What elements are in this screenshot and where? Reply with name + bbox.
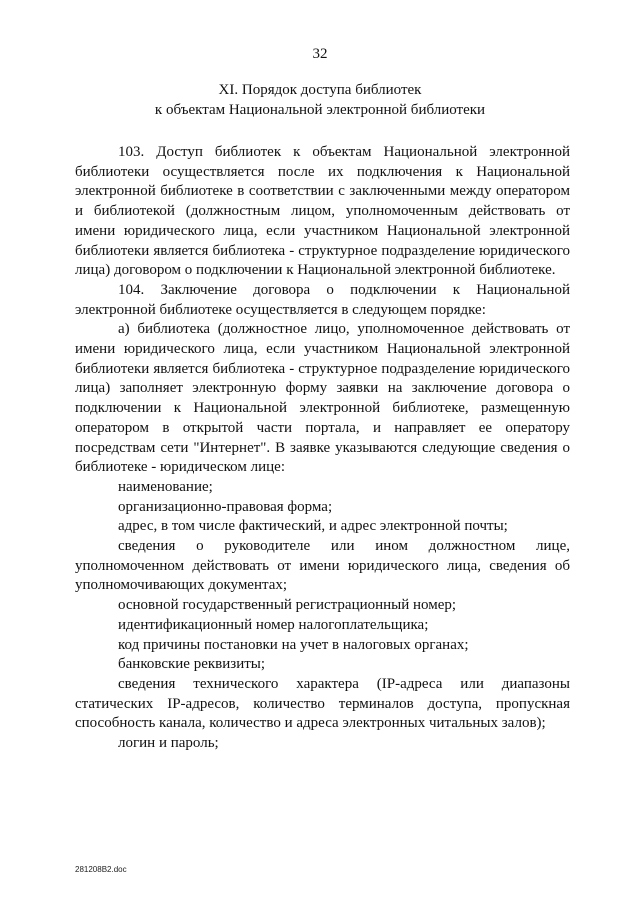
page-number: 32 bbox=[312, 46, 328, 62]
list-item-name: наименование; bbox=[118, 478, 213, 495]
list-item-address: адрес, в том числе фактический, и адрес электронной почты; bbox=[118, 518, 508, 535]
list-item-bank-details: банковские реквизиты; bbox=[118, 656, 266, 673]
footer-filename: 281208B2.doc bbox=[75, 865, 127, 874]
list-item-legal-form: организационно-правовая форма; bbox=[118, 498, 333, 515]
list-item-kpp: код причины постановки на учет в налоговых органах; bbox=[118, 636, 469, 653]
document-body bbox=[75, 143, 570, 754]
heading-line-1: XI. Порядок доступа библиотек bbox=[218, 82, 422, 98]
paragraph-103: 103. Доступ библиотек к объектам Национальной электронной библиотеки осуществляется после их подключения к Национальной электронной библиотеке в соответствии с заключенными между оператором и библиотекой (должностным лицом, уполномоченным действовать от имени юридического лица, если участником Национальной электронной библиотеки является библиотека - структурное подразделение юридического лица) договором о подключении к Национальной электронной библиотеке. bbox=[75, 144, 570, 279]
list-item-technical-info: сведения технического характера (IP-адреса или диапазоны статических IP-адресов, количество терминалов доступа, пропускная способность канала, количество и адреса электронных читальных залов); bbox=[75, 675, 570, 732]
heading-line-2: к объектам Национальной электронной библиотеки bbox=[154, 102, 486, 118]
list-item-inn: идентификационный номер налогоплательщика; bbox=[118, 616, 429, 633]
section-heading bbox=[0, 80, 640, 120]
list-item-login-password: логин и пароль; bbox=[118, 735, 219, 752]
list-item-head-info: сведения о руководителе или ином должностном лице, уполномоченном действовать от имени юридического лица, сведения об уполномочивающих документах; bbox=[75, 538, 570, 594]
list-item-ogrn: основной государственный регистрационный номер; bbox=[118, 597, 457, 614]
paragraph-104: 104. Заключение договора о подключении к Национальной электронной библиотеке осуществляется в следующем порядке: bbox=[75, 281, 570, 318]
paragraph-104-a: а) библиотека (должностное лицо, уполномоченное действовать от имени юридического лица, если участником Национальной электронной библиотеки является библиотека - структурное подразделение юридического лица) заполняет электронную форму заявки на заключение договора о подключении к Национальной электронной библиотеке, размещенную оператором в открытой части портала, и направляет ее оператору посредствам сети "Интернет". В заявке указываются следующие сведения о библиотеке - юридическом лице: bbox=[75, 321, 570, 476]
